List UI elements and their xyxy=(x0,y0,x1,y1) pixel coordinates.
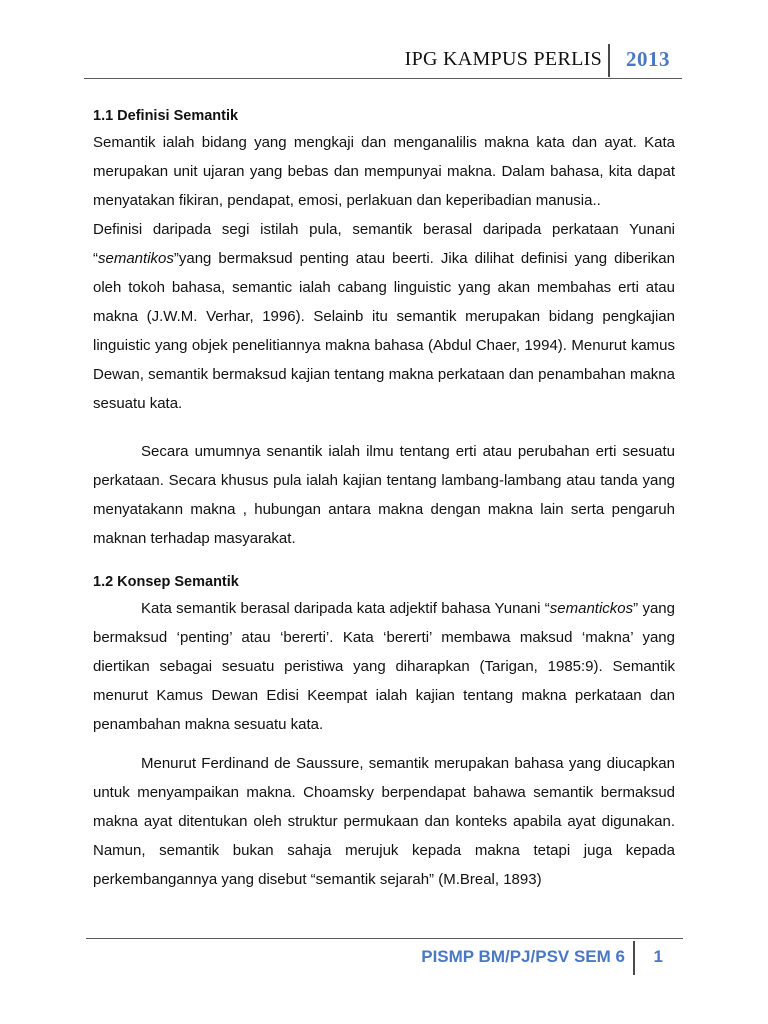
paragraph-definisi-2 xyxy=(93,215,675,418)
paragraph-definisi-1: Semantik ialah bidang yang mengkaji dan menganalilis makna kata dan ayat. Kata merupakan unit ujaran yang bebas dan mempunyai makna. Dalam bahasa, kita dapat menyatakan fikiran, pendapat, emosi, perlakuan dan keperibadian manusia.. xyxy=(93,134,675,209)
paragraph-konsep-1-text-a: Kata semantik berasal daripada kata adjektif bahasa Yunani “ xyxy=(141,600,550,617)
paragraph-definisi-2-text-b: ”yang bermaksud penting atau beerti. Jika dilihat definisi yang diberikan oleh tokoh bahasa, semantic ialah cabang linguistic yang akan membahas erti atau makna (J.W.M. Verhar, 1996). Selainb itu semantik merupakan bidang pengkajian linguistic yang objek penelitiannya makna bahasa (Abdul Chaer, 1994). Menurut kamus Dewan, semantik bermaksud kajian tentang makna perkataan dan penambahan makna sesuatu kata. xyxy=(93,250,675,412)
header-divider xyxy=(608,44,611,77)
footer-course-code: PISMP BM/PJ/PSV SEM 6 xyxy=(421,947,625,966)
paragraph-konsep-2: Menurut Ferdinand de Saussure, semantik merupakan bahasa yang diucapkan untuk menyampaikan makna. Choamsky berpendapat bahawa semantik bermaksud makna ayat ditentukan oleh struktur permukaan dan konteks apabila ayat digunakan. Namun, semantik bukan sahaja merujuk kepada makna tetapi juga kepada perkembangannya yang disebut “semantik sejarah” (M.Breal, 1893) xyxy=(93,755,675,888)
section-heading-definisi: 1.1 Definisi Semantik xyxy=(93,108,239,124)
paragraph-definisi-2-text-a: Definisi daripada segi istilah pula, semantik berasal daripada perkataan Yunani “ xyxy=(93,221,675,267)
term-semantikos: semantikos xyxy=(98,250,174,267)
header-title: IPG KAMPUS PERLIS xyxy=(404,48,602,70)
paragraph-definisi-3: Secara umumnya senantik ialah ilmu tentang erti atau perubahan erti sesuatu perkataan. Secara khusus pula ialah kajian tentang lambang-lambang atau tanda yang menyatakann makna , hubungan antara makna dengan makna lain serta pengaruh maknan terhadap masyarakat. xyxy=(93,443,675,547)
paragraph-konsep-1 xyxy=(93,594,675,739)
term-semantickos: semantickos xyxy=(549,600,634,617)
paragraph-konsep-1-text-b: ” yang bermaksud ‘penting’ atau ‘bererti’. Kata ‘bererti’ membawa maksud ‘makna’ yang diertikan sebagai sesuatu peristiwa yang diharapkan (Tarigan, 1985:9). Semantik menurut Kamus Dewan Edisi Keempat ialah kajian tentang makna perkataan dan penambahan makna sesuatu kata. xyxy=(93,600,675,733)
section-heading-konsep: 1.2 Konsep Semantik xyxy=(93,574,239,590)
footer-divider xyxy=(633,941,636,975)
page-footer xyxy=(86,938,683,979)
page-number: 1 xyxy=(653,947,663,966)
header-year: 2013 xyxy=(626,47,670,71)
document-body xyxy=(93,104,675,894)
page-header xyxy=(84,44,682,79)
